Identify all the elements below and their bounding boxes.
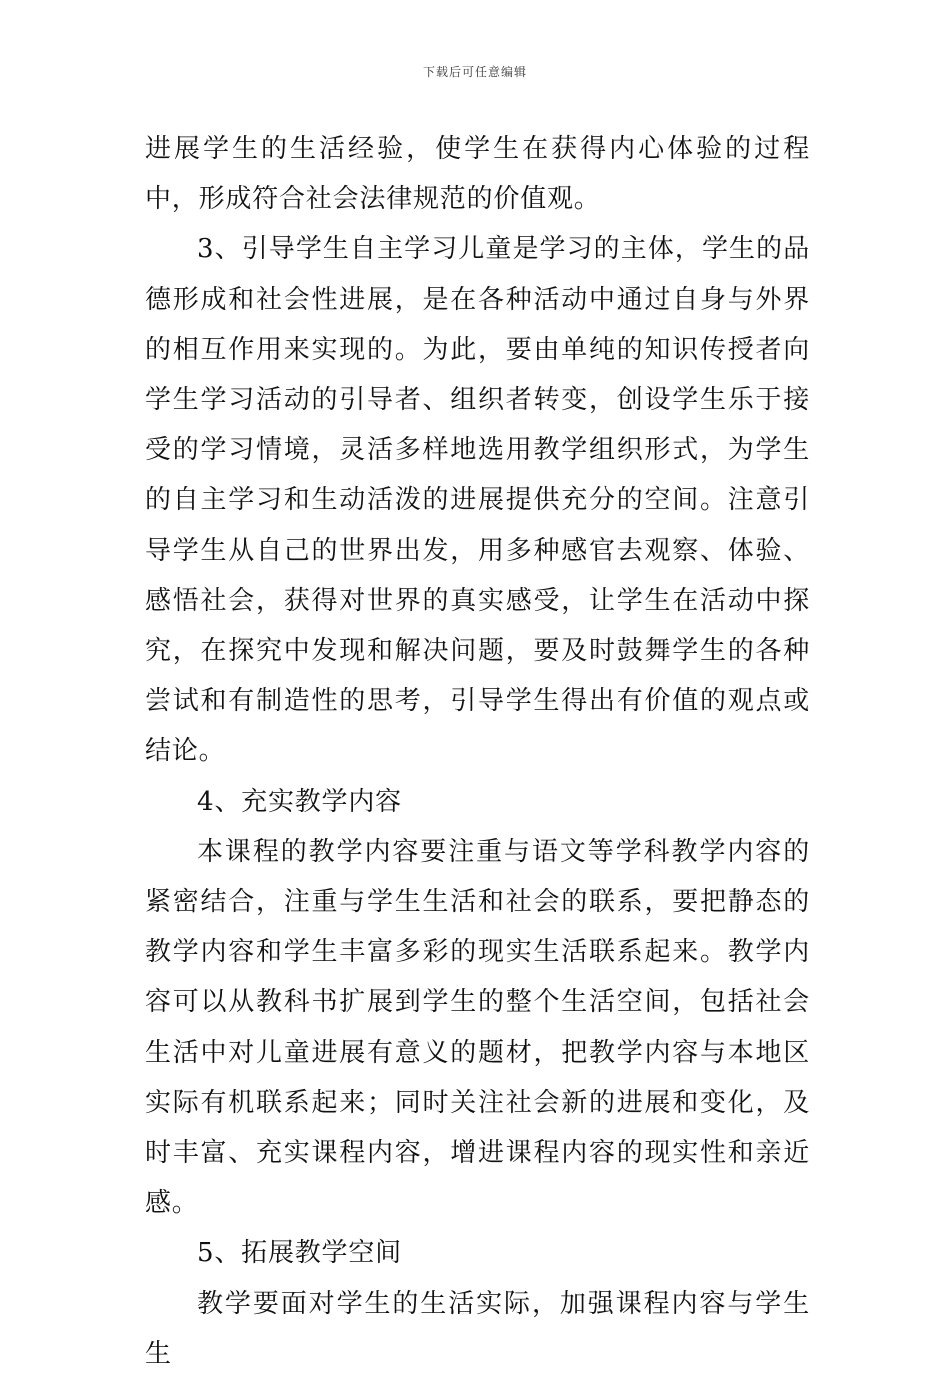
page-header-note: 下载后可任意编辑 <box>422 65 527 79</box>
paragraph-expand-space: 教学要面对学生的生活实际，加强课程内容与学生生 <box>145 1288 810 1369</box>
paragraph-continuation: 进展学生的生活经验，使学生在获得内心体验的过程中，形成符合社会法律规范的价值观。 <box>145 134 810 215</box>
paragraph-guide-self-learning: 3、引导学生自主学习儿童是学习的主体，学生的品德形成和社会性进展，是在各种活动中通过自身与外界的相互作用来实现的。为此，要由单纯的知识传授者向学生学习活动的引导者、组织者转变，创设学生乐于接受的学习情境，灵活多样地选用教学组织形式，为学生的自主学习和生动活泼的进展提供充分的空间。注意引导学生从自己的世界出发，用多种感官去观察、体验、感悟社会，获得对世界的真实感受，让学生在活动中探究，在探究中发现和解决问题，要及时鼓舞学生的各种尝试和有制造性的思考，引导学生得出有价值的观点或结论。 <box>145 234 810 767</box>
paragraph-enrich-content: 本课程的教学内容要注重与语文等学科教学内容的紧密结合，注重与学生生活和社会的联系，要把静态的教学内容和学生丰富多彩的现实生活联系起来。教学内容可以从教科书扩展到学生的整个生活空间，包括社会生活中对儿童进展有意义的题材，把教学内容与本地区实际有机联系起来；同时关注社会新的进展和变化，及时丰富、充实课程内容，增进课程内容的现实性和亲近感。 <box>145 836 810 1219</box>
section-heading-enrich-content: 4、充实教学内容 <box>197 786 402 817</box>
document-body <box>145 124 810 1379</box>
section-heading-expand-space: 5、拓展教学空间 <box>197 1238 402 1269</box>
